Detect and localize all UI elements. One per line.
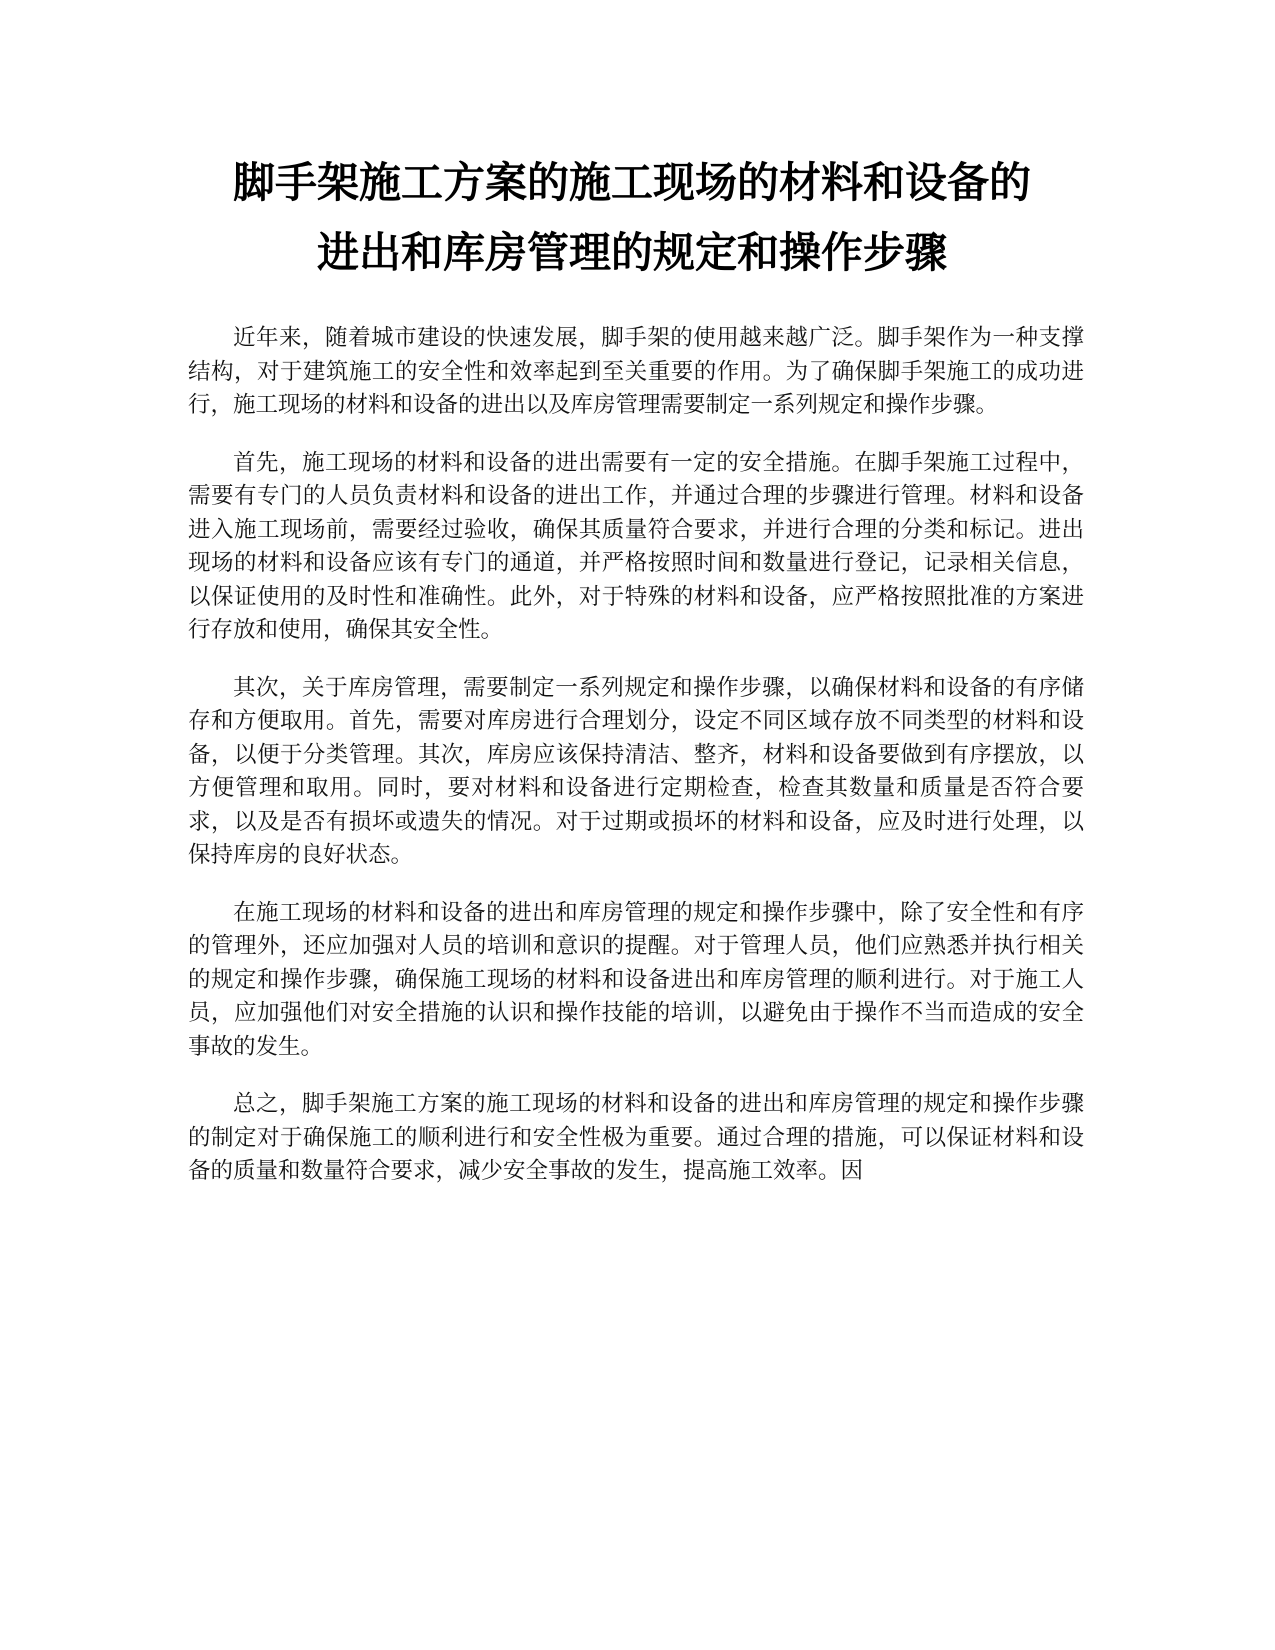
paragraph-conclusion: 总之，脚手架施工方案的施工现场的材料和设备的进出和库房管理的规定和操作步骤的制定对于确保施工的顺利进行和安全性极为重要。通过合理的措施，可以保证材料和设备的质量和数量符合要求，减少安全事故的发生，提高施工效率。因 — [188, 1091, 1084, 1184]
document-body — [188, 322, 1084, 1213]
paragraph-warehouse: 其次，关于库房管理，需要制定一系列规定和操作步骤，以确保材料和设备的有序储存和方便取用。首先，需要对库房进行合理划分，设定不同区域存放不同类型的材料和设备，以便于分类管理。其次，库房应该保持清洁、整齐，材料和设备要做到有序摆放，以方便管理和取用。同时，要对材料和设备进行定期检查，检查其数量和质量是否符合要求，以及是否有损坏或遗失的情况。对于过期或损坏的材料和设备，应及时进行处理，以保持库房的良好状态。 — [188, 674, 1084, 868]
paragraph-training: 在施工现场的材料和设备的进出和库房管理的规定和操作步骤中，除了安全性和有序的管理外，还应加强对人员的培训和意识的提醒。对于管理人员，他们应熟悉并执行相关的规定和操作步骤，确保施工现场的材料和设备进出和库房管理的顺利进行。对于施工人员，应加强他们对安全措施的认识和操作技能的培训，以避免由于操作不当而造成的安全事故的发生。 — [188, 899, 1084, 1060]
paragraph-intro: 近年来，随着城市建设的快速发展，脚手架的使用越来越广泛。脚手架作为一种支撑结构，对于建筑施工的安全性和效率起到至关重要的作用。为了确保脚手架施工的成功进行，施工现场的材料和设备的进出以及库房管理需要制定一系列规定和操作步骤。 — [188, 325, 1084, 418]
paragraph-entry-exit: 首先，施工现场的材料和设备的进出需要有一定的安全措施。在脚手架施工过程中，需要有专门的人员负责材料和设备的进出工作，并通过合理的步骤进行管理。材料和设备进入施工现场前，需要经过验收，确保其质量符合要求，并进行合理的分类和标记。进出现场的材料和设备应该有专门的通道，并严格按照时间和数量进行登记，记录相关信息，以保证使用的及时性和准确性。此外，对于特殊的材料和设备，应严格按照批准的方案进行存放和使用，确保其安全性。 — [188, 449, 1084, 643]
title-line-1: 脚手架施工方案的施工现场的材料和设备的 — [232, 158, 1031, 207]
title-line-2: 进出和库房管理的规定和操作步骤 — [316, 228, 947, 277]
document-title — [180, 148, 1084, 288]
